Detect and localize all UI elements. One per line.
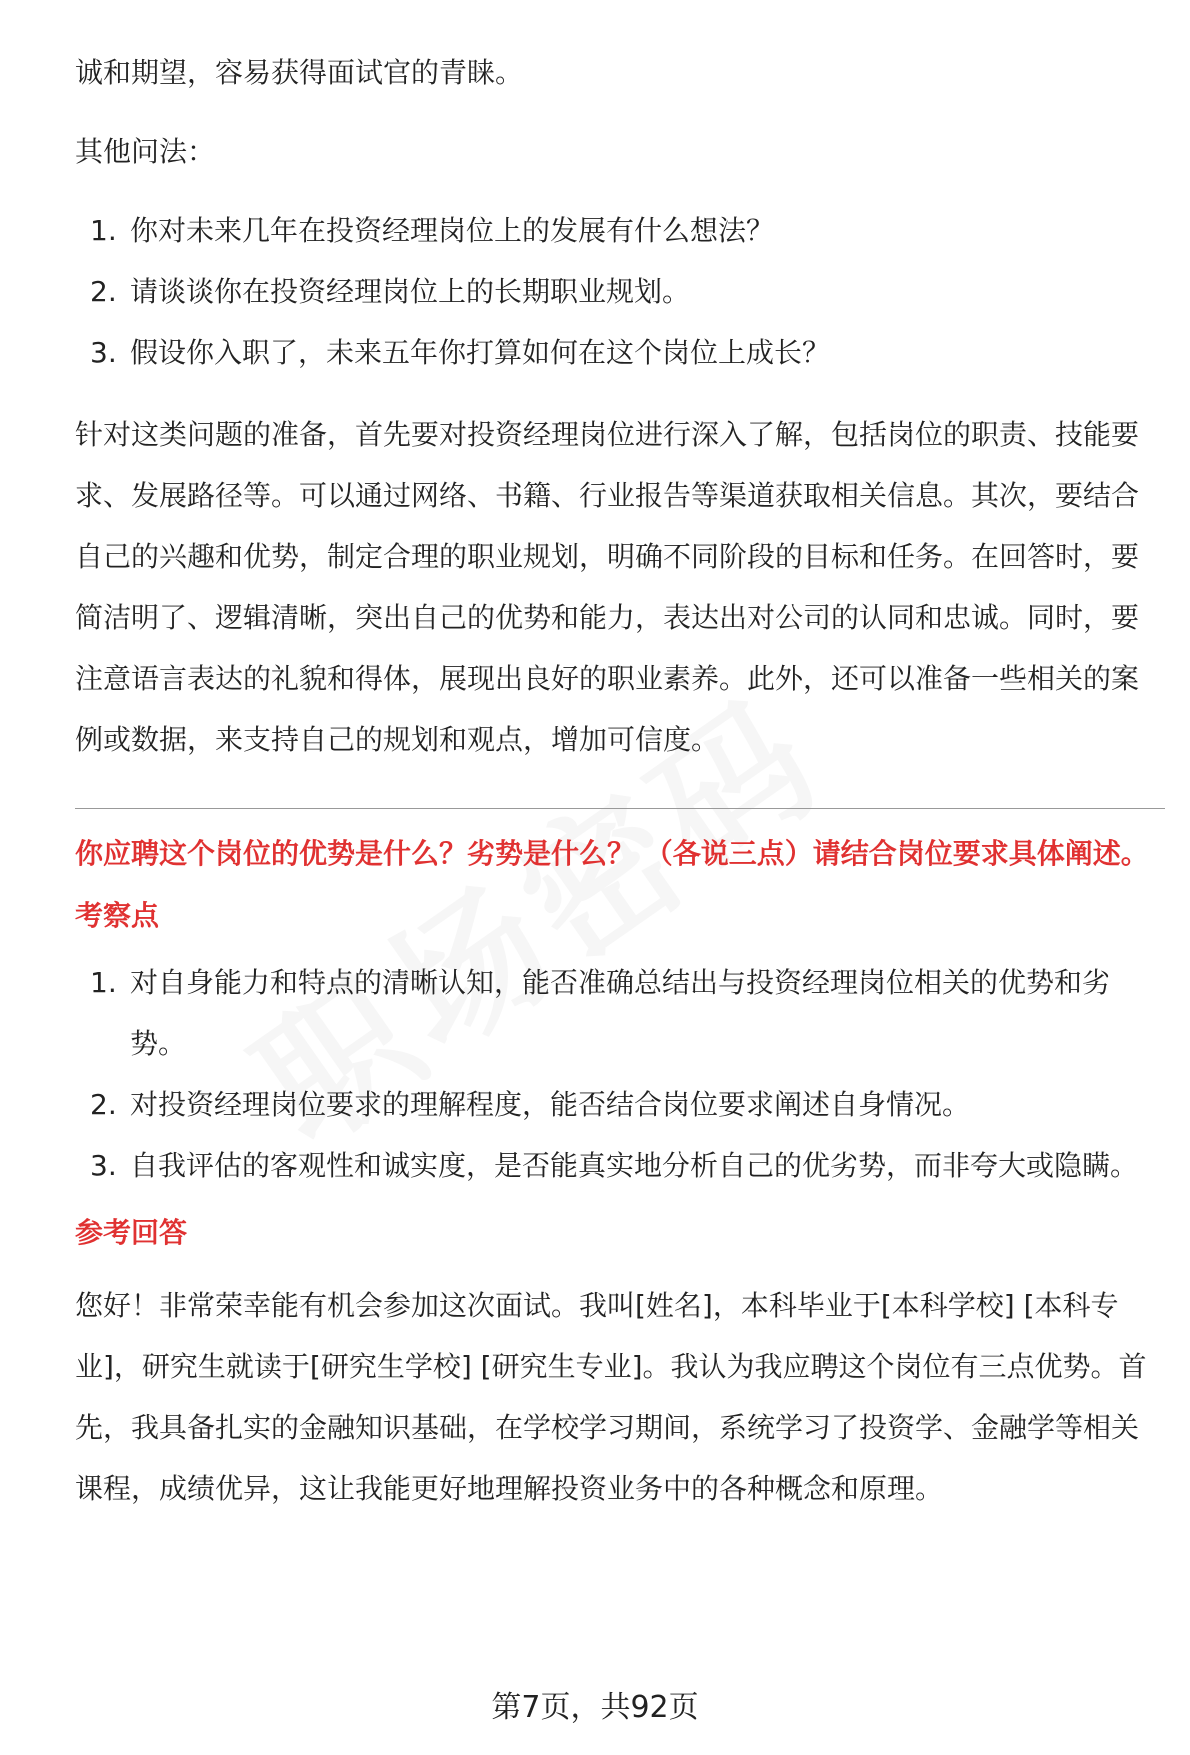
list-item-text: 你对未来几年在投资经理岗位上的发展有什么想法？ (130, 214, 775, 247)
reference-answer-heading: 参考回答 (75, 1216, 188, 1249)
list-item-text: 假设你入职了，未来五年你打算如何在这个岗位上成长？ (130, 336, 831, 369)
page-content (75, 42, 1165, 1519)
section-divider (75, 808, 1165, 809)
question-heading: 你应聘这个岗位的优势是什么？劣势是什么？ （各说三点）请结合岗位要求具体阐述。 (75, 837, 1149, 870)
preparation-paragraph: 针对这类问题的准备，首先要对投资经理岗位进行深入了解，包括岗位的职责、技能要求、发展路径等。可以通过网络、书籍、行业报告等渠道获取相关信息。其次，要结合自己的兴趣和优势，制定合理的职业规划，明确不同阶段的目标和任务。在回答时，要简洁明了、逻辑清晰，突出自己的优势和能力，表达出对公司的认同和忠诚。同时，要注意语言表达的礼貌和得体，展现出良好的职业素养。此外，还可以准备一些相关的案例或数据，来支持自己的规划和观点，增加可信度。 (75, 418, 1140, 756)
intro-tail-text: 诚和期望，容易获得面试官的青睐。 (75, 56, 524, 89)
list-item-text: 自我评估的客观性和诚实度，是否能真实地分析自己的优劣势，而非夸大或隐瞒。 (130, 1149, 1139, 1182)
list-item (75, 322, 1165, 383)
list-item-text: 对自身能力和特点的清晰认知，能否准确总结出与投资经理岗位相关的优势和劣势。 (130, 966, 1111, 1060)
page-footer: 第7页，共92页 (491, 1690, 699, 1725)
list-number: 1. (90, 214, 117, 247)
list-number: 3. (90, 336, 117, 369)
other-questions-list (75, 200, 1165, 383)
reference-answer-paragraph: 您好！非常荣幸能有机会参加这次面试。我叫[姓名]，本科毕业于[本科学校] [本科专业]，研究生就读于[研究生学校] [研究生专业]。我认为我应聘这个岗位有三点优势。首先，我具备扎实的金融知识基础，在学校学习期间，系统学习了投资学、金融学等相关课程，成绩优异，这让我能更好地理解投资业务中的各种概念和原理。 (75, 1289, 1147, 1505)
exam-points-list (75, 952, 1165, 1196)
list-item (75, 1074, 1165, 1135)
list-item (75, 952, 1165, 1074)
list-number: 2. (90, 1088, 117, 1121)
list-item-text: 请谈谈你在投资经理岗位上的长期职业规划。 (130, 275, 691, 308)
list-item (75, 261, 1165, 322)
list-item-text: 对投资经理岗位要求的理解程度，能否结合岗位要求阐述自身情况。 (130, 1088, 971, 1121)
list-number: 2. (90, 275, 117, 308)
list-item (75, 200, 1165, 261)
exam-points-heading: 考察点 (75, 899, 160, 932)
list-item (75, 1135, 1165, 1196)
list-number: 3. (90, 1149, 117, 1182)
other-questions-label: 其他问法： (75, 135, 216, 168)
list-number: 1. (90, 966, 117, 999)
